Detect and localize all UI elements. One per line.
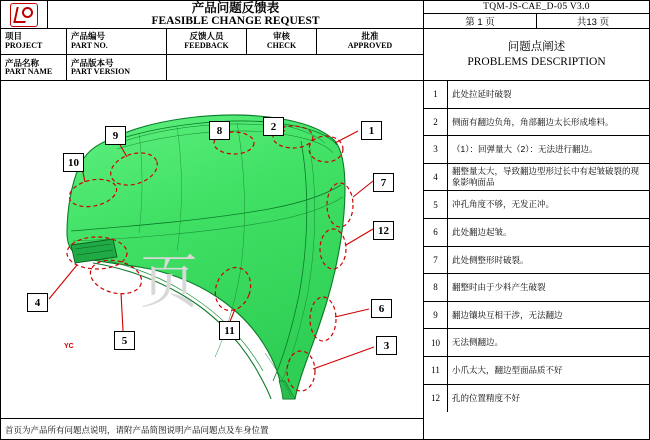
table-row[interactable] [424, 219, 649, 247]
project-label-cn: 项目 [5, 31, 23, 42]
check-label-en: CHECK [266, 40, 297, 50]
problem-text: 此处拉延时破裂 [452, 88, 512, 99]
footnote: 首页为产品所有问题点说明，请附产品简图说明产品问题点及车身位置 [1, 419, 424, 440]
problem-text: 冲孔角度不够，无发正冲。 [452, 199, 555, 210]
problems-list [424, 81, 649, 440]
problems-title-en: PROBLEMS DESCRIPTION [467, 55, 606, 68]
callout-11[interactable]: 11 [219, 321, 240, 340]
feedback-label-en: FEEDBACK [184, 40, 229, 50]
info-label-approved [317, 29, 423, 54]
table-row[interactable] [424, 302, 649, 330]
part-no-label-cn: 产品编号 [71, 31, 106, 42]
part-version-label-cn: 产品版本号 [71, 57, 114, 68]
table-row[interactable] [424, 357, 649, 385]
info-label-part-name [1, 55, 67, 81]
logo-cell [1, 1, 48, 29]
table-row[interactable] [424, 385, 649, 413]
table-row[interactable] [424, 81, 649, 109]
document-title-en: FEASIBLE CHANGE REQUEST [151, 15, 320, 28]
callout-6[interactable]: 6 [371, 299, 392, 318]
problem-no: 10 [424, 329, 448, 356]
problem-no: 2 [424, 109, 448, 136]
part-version-label-en: PART VERSION [71, 67, 131, 77]
document-code: TQM-JS-CAE_D-05 V3.0 [424, 1, 649, 14]
fender-body [67, 115, 345, 399]
table-row[interactable] [424, 191, 649, 219]
problem-no: 9 [424, 302, 448, 329]
problem-text: 此处侧整形时破裂。 [452, 254, 529, 265]
problem-text: 此处翻边起皱。 [452, 226, 512, 237]
callout-12[interactable]: 12 [373, 221, 394, 240]
check-label-cn: 审核 [272, 31, 290, 42]
problem-no: 8 [424, 274, 448, 301]
info-label-part-version [67, 55, 167, 81]
page-total: 共13 页 [576, 17, 610, 28]
problem-no: 12 [424, 385, 448, 413]
problem-text: （1）：回弹量大（2）：无法进行翻边。 [452, 144, 598, 155]
problem-text: 翻整量太大，导致翻边型形过长中有起皱破裂的现象影响面品 [452, 166, 640, 188]
problem-no: 7 [424, 247, 448, 274]
stamp-text: YC [64, 343, 74, 350]
problem-text: 侧面有翻边负角，角部翻边太长形成堆料。 [452, 116, 614, 127]
table-row[interactable] [424, 329, 649, 357]
problems-description-title [424, 29, 649, 81]
table-row[interactable] [424, 164, 649, 192]
callout-8[interactable]: 8 [209, 121, 230, 140]
callout-1[interactable]: 1 [361, 121, 382, 140]
callout-3[interactable]: 3 [376, 336, 397, 355]
document-code-block [424, 1, 649, 29]
problems-title-cn: 问题点阐述 [507, 41, 566, 54]
info-label-project [1, 29, 67, 54]
problem-no: 5 [424, 191, 448, 218]
part-no-label-en: PART NO. [71, 40, 108, 50]
table-row[interactable] [424, 274, 649, 302]
info-value-blank[interactable] [167, 55, 423, 81]
callout-2[interactable]: 2 [263, 117, 284, 136]
problem-text: 翻边镶块互相干涉，无法翻边 [452, 309, 563, 320]
part-name-label-en: PART NAME [5, 67, 53, 77]
problem-no: 1 [424, 81, 448, 108]
document-title-cn: 产品问题反馈表 [191, 0, 280, 15]
problem-no: 4 [424, 164, 448, 191]
info-label-feedback [167, 29, 247, 54]
feedback-label-cn: 反馈人员 [189, 31, 224, 42]
page-number: 第 1 页 [424, 14, 537, 28]
table-row[interactable] [424, 247, 649, 275]
info-label-part-no [67, 29, 167, 54]
project-label-en: PROJECT [5, 40, 43, 50]
problem-text: 小爪太大，翻边型面品质不好 [452, 364, 563, 375]
part-name-label-cn: 产品名称 [5, 57, 40, 68]
problem-text: 无法侧翻边。 [452, 337, 504, 348]
problem-no: 3 [424, 136, 448, 163]
info-table [1, 29, 424, 81]
table-row[interactable] [424, 109, 649, 137]
approved-label-en: APPROVED [347, 40, 393, 50]
callout-9[interactable]: 9 [105, 126, 126, 145]
company-logo-icon [10, 3, 38, 27]
callout-4[interactable]: 4 [27, 293, 48, 312]
problem-no: 11 [424, 357, 448, 384]
info-label-check [247, 29, 317, 54]
table-row[interactable] [424, 136, 649, 164]
approved-label-cn: 批准 [361, 31, 379, 42]
problem-no: 6 [424, 219, 448, 246]
problem-text: 孔的位置精度不好 [452, 393, 521, 404]
callout-7[interactable]: 7 [373, 173, 394, 192]
document-title [48, 1, 424, 29]
callout-5[interactable]: 5 [114, 331, 135, 350]
document-header [1, 1, 649, 29]
part-drawing-area [1, 81, 424, 419]
problem-text: 翻整时由于少料产生破裂 [452, 282, 546, 293]
callout-10[interactable]: 10 [63, 153, 84, 172]
watermark-text: 页 [139, 250, 199, 315]
